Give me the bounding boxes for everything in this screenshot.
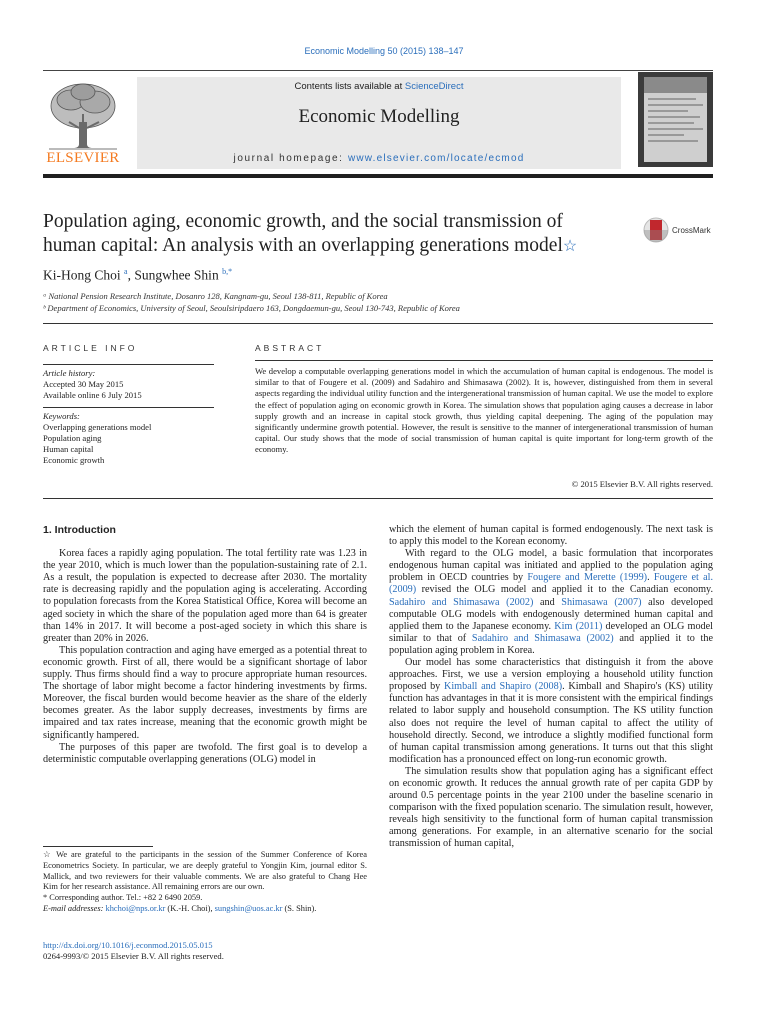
doi-link[interactable]: http://dx.doi.org/10.1016/j.econmod.2015.05.015 xyxy=(43,940,213,950)
title-line-2: human capital: An analysis with an overlapping generations model xyxy=(43,235,563,256)
contents-line xyxy=(137,81,621,92)
sciencedirect-link[interactable]: ScienceDirect xyxy=(404,81,464,92)
author-list xyxy=(43,267,232,284)
paragraph: The purposes of this paper are twofold. The first goal is to develop a deterministic computable overlapping generations (OLG) model in xyxy=(43,741,367,765)
issn-line: 0264-9993/© 2015 Elsevier B.V. All rights reserved. xyxy=(43,951,224,961)
keyword: Overlapping generations model xyxy=(43,422,152,432)
text-run: and xyxy=(533,596,562,608)
keyword: Economic growth xyxy=(43,455,105,465)
journal-citation[interactable]: Economic Modelling 50 (2015) 138–147 xyxy=(304,46,464,56)
body-left-column xyxy=(43,524,367,766)
paragraph xyxy=(389,548,713,657)
reference-link[interactable]: Sadahiro and Shimasawa (2002) xyxy=(471,632,614,644)
acknowledgement-footnote: ☆ We are grateful to the participants in the session of the Summer Conference of Korea Econometrics Society. In particular, we are deeply grateful to Yongjin Kim, journal editor S. Mallick, and two reviewers for their valuable comments. We are also grateful to Chang Hee Kim for her research assistance. All remaining errors are our own. xyxy=(43,850,367,892)
author-choi[interactable]: Ki-Hong Choi xyxy=(43,267,121,283)
keyword: Population aging xyxy=(43,433,102,443)
corresponding-author-note: * Corresponding author. Tel.: +82 2 6490 2059. xyxy=(43,893,203,903)
text-run: developed an OLG model similar to that of xyxy=(389,620,713,644)
email-link-shin[interactable]: sungshin@uos.ac.kr xyxy=(214,903,283,913)
author-choi-affil[interactable]: a xyxy=(124,267,128,276)
paragraph: The simulation results show that population aging has a significant effect on economic growth. It reduces the annual growth rate of per capita GDP by around 0.5 percentage points in the year 2100 under the baseline scenario in comparison with the fixed population scenario. The simulation result, however, reveals high sensitivity to the functional form of human capital transmission among generations. For example, in an alternative scenario for the social transmission of human capital, xyxy=(389,765,713,850)
section-rule xyxy=(43,323,713,324)
reference-link[interactable]: Shimasawa (2007) xyxy=(561,596,642,608)
contents-prefix: Contents lists available at xyxy=(294,81,405,92)
text-run: also developed computable OLG models with endogenously determined human capital and applied them to the Japanese economy. xyxy=(389,596,713,632)
affiliation-b: ᵇ Department of Economics, University of Seoul, Seoulsiripdaero 163, Dongdaemun-gu, Seoul 130-743, Republic of Korea xyxy=(43,303,460,313)
affiliation-a: ᵃ National Pension Research Institute, Dosanro 128, Kangnam-gu, Seoul 138-811, Republic of Korea xyxy=(43,291,388,301)
body-rule xyxy=(43,498,713,499)
author-separator: , xyxy=(127,267,135,283)
article-info-heading: ARTICLE INFO xyxy=(43,343,138,353)
online-date: Available online 6 July 2015 xyxy=(43,390,142,400)
reference-link[interactable]: Fougere et al. (2009) xyxy=(389,572,714,596)
header-top-rule xyxy=(43,70,713,71)
header-bottom-rule xyxy=(43,174,713,178)
doi-block xyxy=(43,940,224,962)
accepted-date: Accepted 30 May 2015 xyxy=(43,379,124,389)
journal-cover-image[interactable] xyxy=(638,72,713,167)
text-run: and applied it to the population aging problem in Korea. xyxy=(389,632,714,656)
paragraph xyxy=(389,657,713,766)
reference-link[interactable]: Fougere and Merette (1999) xyxy=(527,572,648,584)
journal-homepage xyxy=(137,153,621,164)
abstract-heading: ABSTRACT xyxy=(255,343,325,353)
journal-title: Economic Modelling xyxy=(298,106,460,127)
paragraph: Korea faces a rapidly aging population. The total fertility rate was 1.23 in the year 2010, which is much lower than the population-sustaining rate of 2.1. As a result, the population is expected to decrease after 2030. The mortality rate is decreasing rapidly and the population aging is accelerating. According to population forecasts from the Korea Statistical Office, Korea will become an aged society in which the share of the population aged more than 64 is greater than 14% in 2017. It will become a post-aged society in which this share is greater than 20% in 2026. xyxy=(43,548,367,644)
footnotes xyxy=(43,850,367,915)
keywords-label: Keywords: xyxy=(43,411,80,421)
keyword: Human capital xyxy=(43,444,94,454)
email-link-choi[interactable]: khchoi@nps.or.kr xyxy=(105,903,166,913)
text-run: revised the OLG model and applied it to the Canadian economy. xyxy=(416,584,713,596)
email-owner-shin: (S. Shin). xyxy=(282,903,317,913)
paragraph: which the element of human capital is formed endogenously. The next task is to apply this model to the Korean economy. xyxy=(389,524,713,548)
reference-link[interactable]: Kim (2011) xyxy=(554,620,603,632)
author-shin-affil[interactable]: b,* xyxy=(222,267,233,276)
article-history xyxy=(43,368,214,401)
body-right-column xyxy=(389,524,713,851)
crossmark-label[interactable]: CrossMark xyxy=(672,226,711,235)
text-run: With regard to the OLG model, a basic formulation that incorporates endogenous human capital was initiated and applied to the population aging problem in OECD countries by xyxy=(389,548,713,584)
homepage-prefix: journal homepage: xyxy=(233,153,348,164)
email-label: E-mail addresses: xyxy=(43,903,106,913)
abstract-text: We develop a computable overlapping generations model in which the accumulation of human capital is endogenous. The model is similar to that of Fougere et al. (2009) and Sadahiro and Shimasawa (2002). It is, however, distinguished from them in several aspects regarding the individual utility function and the intergenerational transmission of human capital. We use the model to explore the effect of population aging on economic growth in Korea. The simulation shows that population aging causes a decrease in labor supply growth and an increase in capital stock growth, thus yielding capital deepening. The aging of the population may significantly undermine growth potential. However, the result is sensitive to the manner of intergenerational transmission of human capital. Our study shows that the mode of social transmission of human capital is quite important for long-term growth of the economy. xyxy=(255,366,713,455)
article-title xyxy=(43,210,623,259)
email-note xyxy=(43,904,367,915)
keywords-rule xyxy=(43,407,214,408)
abstract-rule xyxy=(255,360,713,361)
section-heading-introduction: 1. Introduction xyxy=(43,524,116,536)
abstract-copyright: © 2015 Elsevier B.V. All rights reserved. xyxy=(571,479,713,489)
homepage-link[interactable]: www.elsevier.com/locate/ecmod xyxy=(347,153,525,164)
keywords-block xyxy=(43,411,214,466)
elsevier-wordmark: ELSEVIER xyxy=(46,150,120,166)
author-shin[interactable]: Sungwhee Shin xyxy=(134,267,219,283)
text-run: . Kimball and Shapiro's (KS) utility function has advantages in that it is more consistent with the empirical findings related to labor supply and household consumption. The KS utility function also does not require the level of human capital to affect the utility of household directly. Second, we introduce a slightly modified functional form of human capital transmission among generations. It turns out that this slight modification has a pronounced effect on long-run economic growth. xyxy=(389,681,713,765)
paragraph: This population contraction and aging have emerged as a potential threat to economic growth. First of all, there would be a significant shortage of labor supply. Thus firms should find a way to procure appropriate human resources. The shortage of labor might become a factor hindering investments by firms. Moreover, the fiscal burden would become heavier as the share of the elderly becomes greater. As the labor supply decreases, investments by firms are impaired and tax rates increase, meaning that the economic growth might be significantly hampered. xyxy=(43,644,367,741)
text-run: Our model has some characteristics that distinguish it from the above approaches. First, we use a version employing a household utility function proposed by xyxy=(389,657,713,693)
text-run: . xyxy=(647,572,654,584)
history-label: Article history: xyxy=(43,368,96,378)
title-footnote-mark[interactable]: ☆ xyxy=(562,238,578,255)
footnote-rule xyxy=(43,846,153,847)
reference-link[interactable]: Kimball and Shapiro (2008) xyxy=(443,681,563,693)
reference-link[interactable]: Sadahiro and Shimasawa (2002) xyxy=(389,596,534,608)
email-owner-choi: (K.-H. Choi), xyxy=(165,903,215,913)
article-info-rule xyxy=(43,364,214,365)
title-line-1: Population aging, economic growth, and the social transmission of xyxy=(43,211,563,232)
